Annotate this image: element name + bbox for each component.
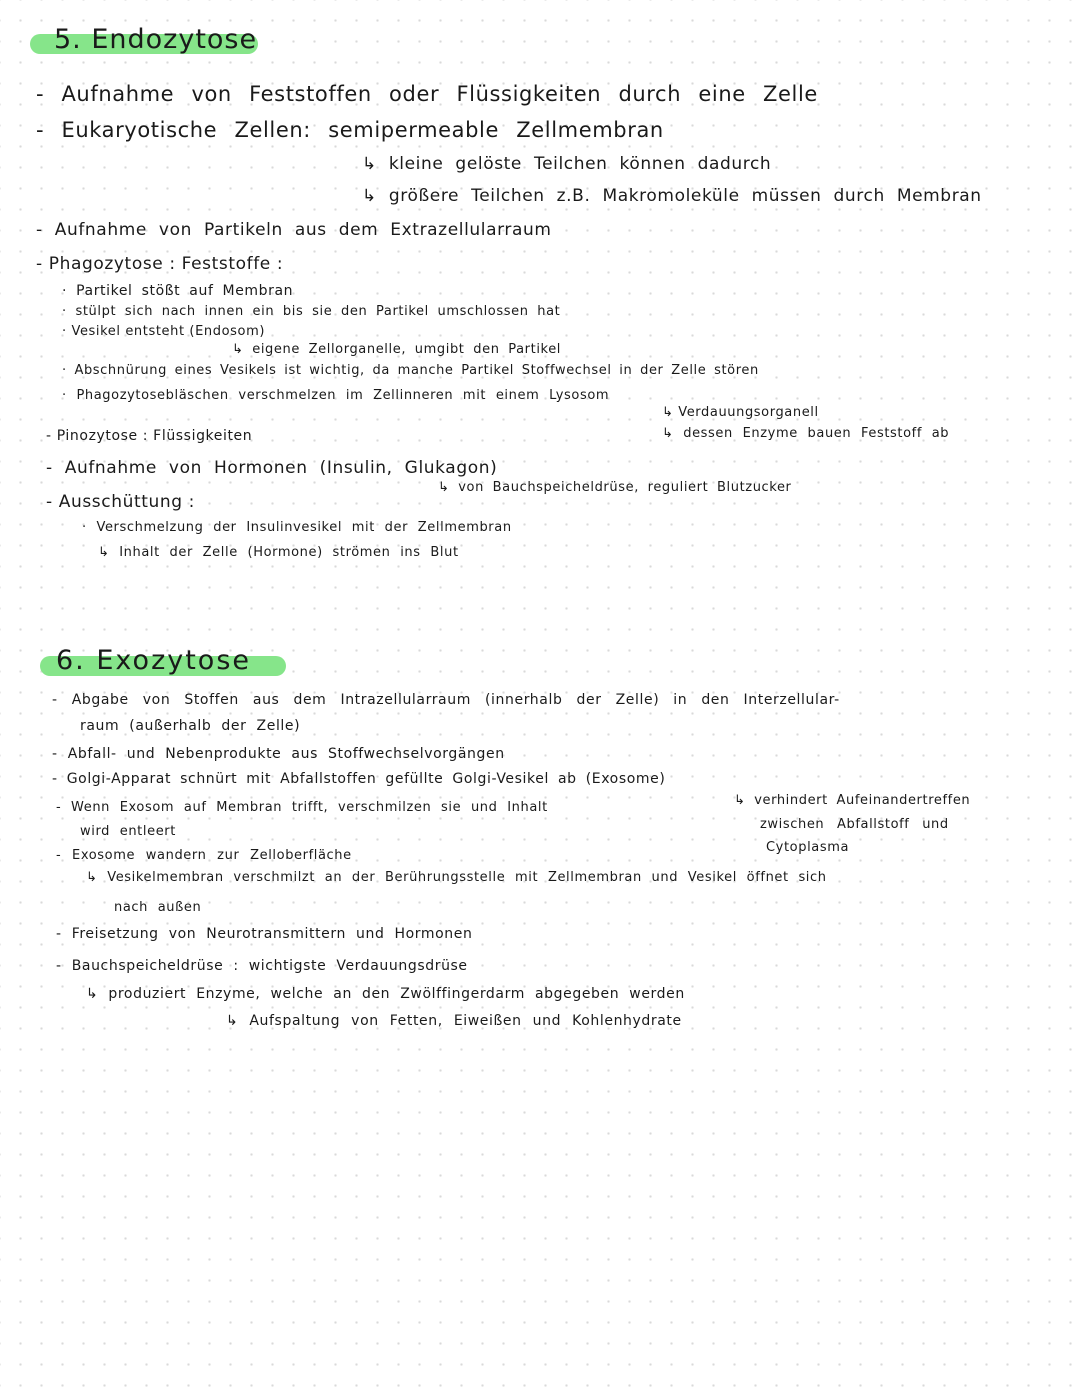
exozytose-line-11: ↳ Vesikelmembran verschmilzt an der Berührungsstelle mit Zellmembran und Vesikel öffnet sich xyxy=(86,870,827,885)
endozytose-line-13: ↳ Verdauungsorganell xyxy=(662,405,819,420)
exozytose-line-6: wird entleert xyxy=(80,824,176,839)
endozytose-line-19: · Verschmelzung der Insulinvesikel mit der Zellmembran xyxy=(82,520,512,535)
endozytose-line-17: ↳ von Bauchspeicheldrüse, reguliert Blutzucker xyxy=(438,480,792,495)
exozytose-line-9: Cytoplasma xyxy=(766,840,850,855)
endozytose-line-15: - Pinozytose : Flüssigkeiten xyxy=(46,428,253,444)
endozytose-line-10: ↳ eigene Zellorganelle, umgibt den Partikel xyxy=(232,342,562,357)
exozytose-line-3: - Abfall- und Nebenprodukte aus Stoffwechselvorgängen xyxy=(52,746,505,762)
endozytose-line-6: - Phagozytose : Feststoffe : xyxy=(36,254,284,274)
endozytose-line-5: - Aufnahme von Partikeln aus dem Extrazellularraum xyxy=(36,220,552,240)
exozytose-line-13: - Freisetzung von Neurotransmittern und Hormonen xyxy=(56,926,473,942)
endozytose-line-8: · stülpt sich nach innen ein bis sie den Partikel umschlossen hat xyxy=(62,304,561,319)
endozytose-line-16: - Aufnahme von Hormonen (Insulin, Glukagon) xyxy=(46,458,498,478)
exozytose-line-8: zwischen Abfallstoff und xyxy=(760,817,949,832)
exozytose-line-10: - Exosome wandern zur Zelloberfläche xyxy=(56,848,352,863)
exozytose-line-15: ↳ produziert Enzyme, welche an den Zwölffingerdarm abgegeben werden xyxy=(86,986,685,1002)
exozytose-line-2: raum (außerhalb der Zelle) xyxy=(80,718,301,734)
endozytose-line-12: · Phagozytosebläschen verschmelzen im Zellinneren mit einem Lysosom xyxy=(62,388,610,403)
exozytose-line-12: nach außen xyxy=(114,900,202,915)
exozytose-line-1: - Abgabe von Stoffen aus dem Intrazellularraum (innerhalb der Zelle) in den Interzellular- xyxy=(52,692,840,708)
endozytose-line-20: ↳ Inhalt der Zelle (Hormone) strömen ins Blut xyxy=(98,545,459,560)
exozytose-line-5: - Wenn Exosom auf Membran trifft, verschmilzen sie und Inhalt xyxy=(56,800,548,815)
endozytose-line-1: - Aufnahme von Feststoffen oder Flüssigkeiten durch eine Zelle xyxy=(36,82,818,106)
exozytose-line-14: - Bauchspeicheldrüse : wichtigste Verdauungsdrüse xyxy=(56,958,468,974)
endozytose-line-14: ↳ dessen Enzyme bauen Feststoff ab xyxy=(662,426,950,441)
exozytose-line-7: ↳ verhindert Aufeinandertreffen xyxy=(734,793,971,808)
exozytose-title: 6. Exozytose xyxy=(56,645,252,676)
endozytose-line-7: · Partikel stößt auf Membran xyxy=(62,283,294,299)
exozytose-line-4: - Golgi-Apparat schnürt mit Abfallstoffen gefüllte Golgi-Vesikel ab (Exosome) xyxy=(52,771,666,787)
endozytose-line-11: · Abschnürung eines Vesikels ist wichtig, da manche Partikel Stoffwechsel in der Zelle stören xyxy=(62,363,759,378)
endozytose-line-4: ↳ größere Teilchen z.B. Makromoleküle müssen durch Membran xyxy=(362,186,982,206)
endozytose-line-9: · Vesikel entsteht (Endosom) xyxy=(62,324,266,339)
endozytose-line-2: - Eukaryotische Zellen: semipermeable Zellmembran xyxy=(36,118,664,142)
exozytose-line-16: ↳ Aufspaltung von Fetten, Eiweißen und Kohlenhydrate xyxy=(226,1013,682,1029)
endozytose-line-3: ↳ kleine gelöste Teilchen können dadurch xyxy=(362,154,772,174)
endozytose-line-18: - Ausschüttung : xyxy=(46,492,195,512)
endozytose-title: 5. Endozytose xyxy=(54,24,258,55)
